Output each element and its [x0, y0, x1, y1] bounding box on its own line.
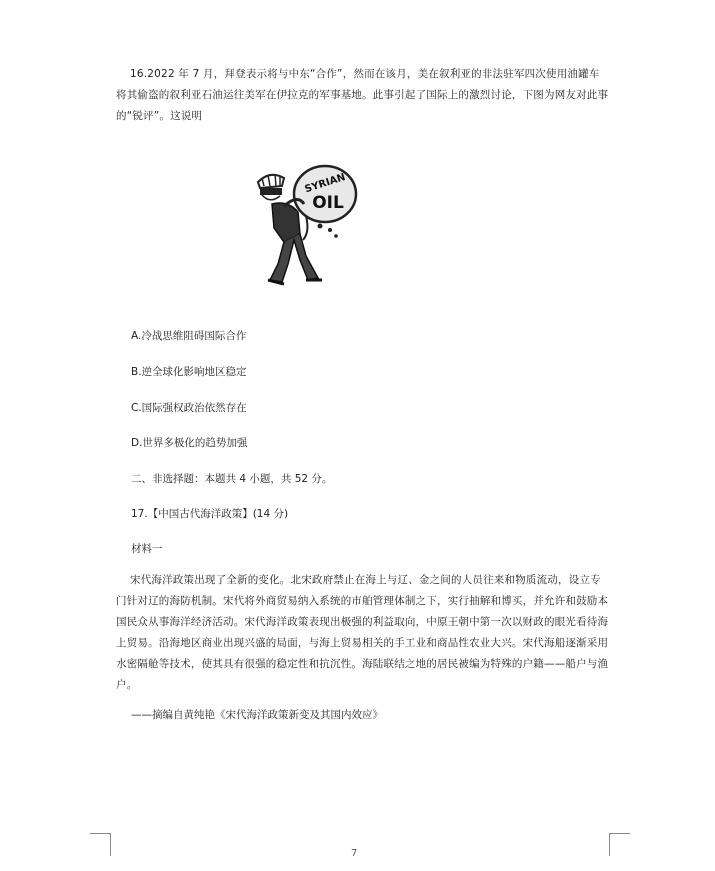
- thief-mask: [260, 188, 282, 195]
- option-b: B.逆全球化影响地区稳定: [131, 366, 247, 378]
- option-d: D.世界多极化的趋势加强: [131, 437, 248, 449]
- cartoon-image: [248, 164, 360, 288]
- cartoon-label-oil: OIL: [312, 193, 344, 213]
- material-paragraph: 宋代海洋政策出现了全新的变化。北宋政府禁止在海上与辽、金之间的人员往来和物质流动，设立专门针对辽的海防机制。宋代将外商贸易纳入系统的市舶管理体制之下，实行抽解和博买，并允许和鼓励本国民众从事海洋经济活动。宋代海洋政策表现出极强的利益取向，中原王朝中第一次以财政的眼光看待海上贸易。沿海地区商业出现兴盛的局面，与海上贸易相关的手工业和商品性农业大兴。宋代海船逐渐采用水密隔舱等技术，使其具有很强的稳定性和抗沉性。海陆联结之地的居民被编为特殊的户籍——船户与渔户。: [116, 574, 609, 691]
- question-17-title: 17.【中国古代海洋政策】(14 分): [131, 508, 289, 520]
- material-label: 材料一: [131, 543, 163, 555]
- section-heading: 二、非选择题：本题共 4 小题，共 52 分。: [131, 473, 333, 485]
- thief-legs: [270, 234, 318, 282]
- page-corner-mark-left: [90, 833, 111, 856]
- question-16-stem: 16.2022 年 7 月，拜登表示将与中东“合作”，然而在该月，美在叙利亚的非法驻军四次使用油罐车将其偷盗的叙利亚石油运往美军在伊拉克的军事基地。此事引起了国际上的激烈讨论，下图为网友对此事的“锐评”。这说明: [116, 68, 609, 122]
- option-a: A.冷战思维阻碍国际合作: [131, 330, 247, 342]
- citation: ——摘编自黄纯艳《宋代海洋政策新变及其国内效应》: [131, 709, 383, 721]
- page-corner-mark-right: [609, 833, 630, 856]
- option-c: C.国际强权政治依然存在: [131, 402, 247, 414]
- page-number: 7: [351, 848, 358, 859]
- cartoon-label-syrian: SYRIAN: [303, 171, 347, 196]
